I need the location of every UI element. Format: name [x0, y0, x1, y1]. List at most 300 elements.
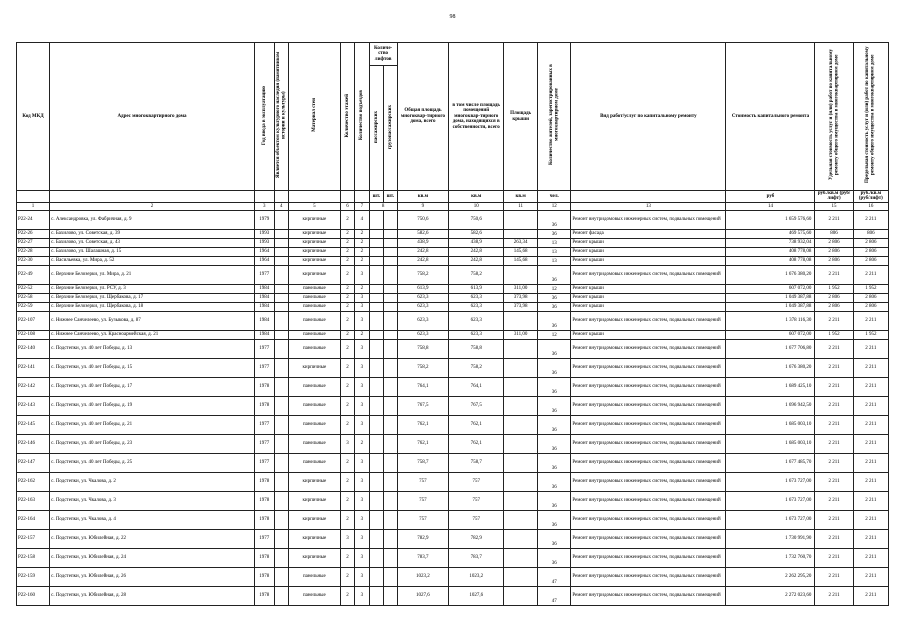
roof-area-cell: 373,98 — [504, 302, 538, 311]
total-area-cell: 242,8 — [397, 256, 449, 265]
year-cell: 1978 — [254, 396, 274, 415]
roof-area-cell — [504, 377, 538, 396]
wall-material-cell: панельные — [289, 453, 341, 472]
address-cell: с. Нижнее Санчелеево, ул. Бузыкова, д. 87 — [50, 311, 255, 330]
floors-cell: 2 — [340, 472, 354, 491]
entrances-cell: 3 — [355, 311, 369, 330]
unit-cell: чел. — [538, 191, 571, 203]
repair-cost-cell: 1 049 387,88 — [726, 302, 815, 311]
passenger-lifts-cell — [369, 434, 383, 453]
column-number: 5 — [289, 202, 341, 210]
total-area-cell: 623,3 — [397, 302, 449, 311]
total-area-cell: 750,6 — [397, 210, 449, 229]
roof-area-cell — [504, 358, 538, 377]
repair-cost-cell: 1 677 485,70 — [726, 453, 815, 472]
header-lifts: Количе-ство лифтов — [369, 43, 397, 66]
floors-cell: 2 — [340, 453, 354, 472]
passenger-lifts-cell — [369, 415, 383, 434]
owned-area-cell: 762,1 — [449, 415, 504, 434]
entrances-cell: 4 — [355, 210, 369, 229]
heritage-cell — [274, 247, 288, 256]
year-cell: 1984 — [254, 284, 274, 293]
header-repair-cost: Стоимость капитального ремонта — [726, 43, 815, 191]
wall-material-cell: панельные — [289, 396, 341, 415]
freight-lifts-cell — [384, 472, 397, 491]
floors-cell: 2 — [340, 330, 354, 339]
column-number: 2 — [50, 202, 255, 210]
entrances-cell: 3 — [355, 293, 369, 302]
freight-lifts-cell — [384, 567, 397, 586]
unit-cost-cell: 2 806 — [815, 256, 853, 265]
address-cell: с. Бахилово, ул. Советская, д. 39 — [50, 229, 255, 238]
roof-area-cell — [504, 396, 538, 415]
owned-area-cell: 1023,2 — [449, 567, 504, 586]
unit-cell: кв.м — [504, 191, 538, 203]
total-area-cell: 758,2 — [397, 265, 449, 284]
wall-material-cell: кирпичные — [289, 358, 341, 377]
unit-cost-cell: 2 806 — [815, 302, 853, 311]
heritage-cell — [274, 529, 288, 548]
freight-lifts-cell — [384, 330, 397, 339]
repair-cost-cell: 1 676 380,20 — [726, 358, 815, 377]
floors-cell: 2 — [340, 238, 354, 247]
owned-area-cell: 767,5 — [449, 396, 504, 415]
address-cell: с. Подстепки, ул. Чкалова, д. 2 — [50, 472, 255, 491]
unit-cost-cell: 1 952 — [815, 284, 853, 293]
wall-material-cell: панельные — [289, 586, 341, 605]
freight-lifts-cell — [384, 256, 397, 265]
passenger-lifts-cell — [369, 210, 383, 229]
mkd-code-cell: Р22-162 — [17, 472, 50, 491]
limit-cost-cell: 2 211 — [853, 586, 888, 605]
freight-lifts-cell — [384, 491, 397, 510]
mkd-code-cell: Р22-30 — [17, 256, 50, 265]
table-row — [17, 302, 889, 311]
residents-cell: 36 — [538, 229, 571, 238]
work-type-cell: Ремонт внутридомовых инженерных систем, подвальных помещений — [571, 358, 726, 377]
repair-cost-cell: 1 673 727,00 — [726, 472, 815, 491]
roof-area-cell — [504, 415, 538, 434]
unit-cost-cell: 2 211 — [815, 453, 853, 472]
year-cell: 1977 — [254, 339, 274, 358]
work-type-cell: Ремонт внутридомовых инженерных систем, подвальных помещений — [571, 396, 726, 415]
heritage-cell — [274, 396, 288, 415]
table-row — [17, 311, 889, 330]
year-cell: 1978 — [254, 491, 274, 510]
header-passenger-lifts: пассажирских — [373, 110, 379, 143]
address-cell: с. Александровка, ул. Фабричная, д. 9 — [50, 210, 255, 229]
limit-cost-cell: 2 211 — [853, 491, 888, 510]
repair-cost-cell: 1 676 380,20 — [726, 265, 815, 284]
unit-cost-cell: 2 211 — [815, 567, 853, 586]
header-heritage: Является объектом культурного наследия (памятником истории и культуры) — [275, 52, 287, 179]
roof-area-cell — [504, 510, 538, 529]
address-cell: с. Подстепки, ул. 40 лет Победы, д. 17 — [50, 377, 255, 396]
table-row — [17, 238, 889, 247]
unit-cost-cell: 1 952 — [815, 330, 853, 339]
work-type-cell: Ремонт внутридомовых инженерных систем, подвальных помещений — [571, 529, 726, 548]
entrances-cell: 2 — [355, 434, 369, 453]
total-area-cell: 783,7 — [397, 548, 449, 567]
unit-cost-cell: 2 211 — [815, 311, 853, 330]
wall-material-cell: кирпичные — [289, 210, 341, 229]
unit-cost-cell: 2 211 — [815, 358, 853, 377]
repair-cost-cell: 1 049 387,88 — [726, 293, 815, 302]
entrances-cell: 3 — [355, 586, 369, 605]
residents-cell: 36 — [538, 434, 571, 453]
header-floors: Количество этажей — [344, 93, 350, 138]
limit-cost-cell: 2 211 — [853, 567, 888, 586]
limit-cost-cell: 2 806 — [853, 293, 888, 302]
work-type-cell: Ремонт внутридомовых инженерных систем, подвальных помещений — [571, 548, 726, 567]
year-cell: 1984 — [254, 293, 274, 302]
total-area-cell: 758,2 — [397, 358, 449, 377]
year-cell: 1993 — [254, 229, 274, 238]
column-number: 15 — [815, 202, 853, 210]
unit-cost-cell: 2 211 — [815, 529, 853, 548]
owned-area-cell: 758,7 — [449, 453, 504, 472]
wall-material-cell: кирпичные — [289, 548, 341, 567]
unit-cost-cell: 2 211 — [815, 415, 853, 434]
entrances-cell: 3 — [355, 453, 369, 472]
heritage-cell — [274, 339, 288, 358]
work-type-cell: Ремонт фасада — [571, 229, 726, 238]
owned-area-cell: 438,9 — [449, 238, 504, 247]
repair-cost-cell: 1 689 425,10 — [726, 377, 815, 396]
roof-area-cell — [504, 265, 538, 284]
owned-area-cell: 783,7 — [449, 548, 504, 567]
unit-cell — [17, 191, 50, 203]
entrances-cell: 2 — [355, 284, 369, 293]
mkd-code-cell: Р22-143 — [17, 396, 50, 415]
table-row — [17, 377, 889, 396]
table-row — [17, 434, 889, 453]
work-type-cell: Ремонт внутридомовых инженерных систем, подвальных помещений — [571, 453, 726, 472]
table-row — [17, 586, 889, 605]
mkd-code-cell: Р22-59 — [17, 302, 50, 311]
roof-area-cell: 311,00 — [504, 284, 538, 293]
unit-cost-cell: 2 211 — [815, 339, 853, 358]
entrances-cell: 2 — [355, 256, 369, 265]
repair-cost-cell: 1 673 727,00 — [726, 491, 815, 510]
unit-cell: кв.м — [449, 191, 504, 203]
freight-lifts-cell — [384, 358, 397, 377]
header-residents: Количество жителей, зарегистрированных в многоквартирном доме — [548, 64, 560, 166]
unit-cell — [254, 191, 274, 203]
limit-cost-cell: 2 211 — [853, 377, 888, 396]
wall-material-cell: панельные — [289, 293, 341, 302]
total-area-cell: 438,9 — [397, 238, 449, 247]
floors-cell: 2 — [340, 586, 354, 605]
address-cell: с. Подстепки, ул. 40 лет Победы, д. 15 — [50, 358, 255, 377]
work-type-cell: Ремонт внутридомовых инженерных систем, подвальных помещений — [571, 586, 726, 605]
total-area-cell: 764,1 — [397, 377, 449, 396]
roof-area-cell: 145,68 — [504, 256, 538, 265]
repair-cost-cell: 469 575,60 — [726, 229, 815, 238]
table-row — [17, 210, 889, 229]
owned-area-cell: 623,3 — [449, 311, 504, 330]
wall-material-cell: панельные — [289, 434, 341, 453]
table-row — [17, 415, 889, 434]
limit-cost-cell: 2 211 — [853, 529, 888, 548]
residents-cell: 12 — [538, 284, 571, 293]
work-type-cell: Ремонт внутридомовых инженерных систем, подвальных помещений — [571, 510, 726, 529]
work-type-cell: Ремонт внутридомовых инженерных систем, подвальных помещений — [571, 491, 726, 510]
repair-cost-cell: 1 685 003,10 — [726, 434, 815, 453]
floors-cell: 2 — [340, 311, 354, 330]
roof-area-cell: 263,34 — [504, 238, 538, 247]
residents-cell: 36 — [538, 265, 571, 284]
table-row — [17, 293, 889, 302]
table-row — [17, 256, 889, 265]
freight-lifts-cell — [384, 247, 397, 256]
work-type-cell: Ремонт внутридомовых инженерных систем, подвальных помещений — [571, 339, 726, 358]
limit-cost-cell: 806 — [853, 229, 888, 238]
residents-cell: 36 — [538, 453, 571, 472]
passenger-lifts-cell — [369, 396, 383, 415]
passenger-lifts-cell — [369, 472, 383, 491]
table-row — [17, 247, 889, 256]
owned-area-cell: 582,6 — [449, 229, 504, 238]
entrances-cell: 2 — [355, 229, 369, 238]
limit-cost-cell: 2 211 — [853, 434, 888, 453]
total-area-cell: 757 — [397, 491, 449, 510]
year-cell: 1978 — [254, 472, 274, 491]
owned-area-cell: 762,1 — [449, 434, 504, 453]
mkd-code-cell: Р22-52 — [17, 284, 50, 293]
owned-area-cell: 757 — [449, 510, 504, 529]
mkd-code-cell: Р22-108 — [17, 330, 50, 339]
owned-area-cell: 750,6 — [449, 210, 504, 229]
mkd-code-cell: Р22-163 — [17, 491, 50, 510]
year-cell: 1978 — [254, 567, 274, 586]
repair-cost-cell: 408 778,08 — [726, 247, 815, 256]
unit-cell — [571, 191, 726, 203]
column-number: 6 — [340, 202, 354, 210]
unit-cell — [274, 191, 288, 203]
repair-cost-cell: 738 932,04 — [726, 238, 815, 247]
heritage-cell — [274, 238, 288, 247]
entrances-cell: 3 — [355, 491, 369, 510]
year-cell: 1979 — [254, 210, 274, 229]
wall-material-cell: панельные — [289, 377, 341, 396]
unit-cost-cell: 2 211 — [815, 377, 853, 396]
table-row — [17, 358, 889, 377]
table-row — [17, 453, 889, 472]
freight-lifts-cell — [384, 396, 397, 415]
floors-cell: 2 — [340, 396, 354, 415]
total-area-cell: 762,1 — [397, 415, 449, 434]
heritage-cell — [274, 293, 288, 302]
floors-cell: 2 — [340, 265, 354, 284]
table-row — [17, 339, 889, 358]
limit-cost-cell: 2 806 — [853, 238, 888, 247]
wall-material-cell: панельные — [289, 415, 341, 434]
work-type-cell: Ремонт крыши — [571, 284, 726, 293]
total-area-cell: 757 — [397, 510, 449, 529]
repair-cost-cell: 1 673 727,00 — [726, 510, 815, 529]
owned-area-cell: 782,9 — [449, 529, 504, 548]
work-type-cell: Ремонт внутридомовых инженерных систем, подвальных помещений — [571, 311, 726, 330]
year-cell: 1978 — [254, 510, 274, 529]
unit-cost-cell: 2 211 — [815, 265, 853, 284]
floors-cell: 2 — [340, 491, 354, 510]
owned-area-cell: 242,8 — [449, 247, 504, 256]
owned-area-cell: 764,1 — [449, 377, 504, 396]
repair-cost-cell: 2 272 023,60 — [726, 586, 815, 605]
year-cell: 1984 — [254, 330, 274, 339]
address-cell: с. Подстепки, ул. 40 лет Победы, д. 13 — [50, 339, 255, 358]
unit-cost-cell: 2 211 — [815, 491, 853, 510]
header-wall-material: Материал стен — [311, 98, 317, 133]
roof-area-cell — [504, 453, 538, 472]
address-cell: с. Подстепки, ул. Юбилейная, д. 26 — [50, 567, 255, 586]
owned-area-cell: 242,8 — [449, 256, 504, 265]
table-row — [17, 529, 889, 548]
unit-cost-cell: 2 211 — [815, 510, 853, 529]
residents-cell: 47 — [538, 586, 571, 605]
total-area-cell: 762,1 — [397, 434, 449, 453]
address-cell: с. Подстепки, ул. Чкалова, д. 4 — [50, 510, 255, 529]
limit-cost-cell: 2 806 — [853, 256, 888, 265]
limit-cost-cell: 2 211 — [853, 210, 888, 229]
wall-material-cell: кирпичные — [289, 510, 341, 529]
header-year: Год ввода в эксплуатацию — [261, 85, 267, 145]
column-numbers-row — [17, 202, 889, 210]
unit-cost-cell: 2 806 — [815, 247, 853, 256]
work-type-cell: Ремонт внутридомовых инженерных систем, подвальных помещений — [571, 567, 726, 586]
residents-cell: 13 — [538, 247, 571, 256]
heritage-cell — [274, 229, 288, 238]
work-type-cell: Ремонт крыши — [571, 256, 726, 265]
roof-area-cell — [504, 586, 538, 605]
year-cell: 1978 — [254, 548, 274, 567]
unit-cell: шт. — [369, 191, 383, 203]
repair-cost-cell: 1 677 706,80 — [726, 339, 815, 358]
total-area-cell: 242,8 — [397, 247, 449, 256]
residents-cell: 36 — [538, 358, 571, 377]
work-type-cell: Ремонт внутридомовых инженерных систем, подвальных помещений — [571, 472, 726, 491]
wall-material-cell: кирпичные — [289, 491, 341, 510]
unit-cell: кв.м — [397, 191, 449, 203]
wall-material-cell: кирпичные — [289, 472, 341, 491]
address-cell: с. Верхние Белозерки, ул. Щербакова, д. 17 — [50, 293, 255, 302]
year-cell: 1977 — [254, 265, 274, 284]
address-cell: с. Верхние Белозерки, ул. Щербакова, д. 18 — [50, 302, 255, 311]
roof-area-cell — [504, 434, 538, 453]
owned-area-cell: 757 — [449, 491, 504, 510]
table-row — [17, 472, 889, 491]
residents-cell: 36 — [538, 472, 571, 491]
roof-area-cell — [504, 548, 538, 567]
roof-area-cell — [504, 229, 538, 238]
unit-cost-cell: 2 211 — [815, 586, 853, 605]
work-type-cell: Ремонт крыши — [571, 302, 726, 311]
entrances-cell: 2 — [355, 330, 369, 339]
entrances-cell: 2 — [355, 238, 369, 247]
floors-cell: 2 — [340, 284, 354, 293]
wall-material-cell: панельные — [289, 284, 341, 293]
wall-material-cell: панельные — [289, 330, 341, 339]
unit-cell — [289, 191, 341, 203]
header-entrances: Количество подъездов — [359, 90, 365, 141]
heritage-cell — [274, 472, 288, 491]
table-row — [17, 265, 889, 284]
total-area-cell: 767,5 — [397, 396, 449, 415]
mkd-code-cell: Р22-107 — [17, 311, 50, 330]
floors-cell: 3 — [340, 529, 354, 548]
freight-lifts-cell — [384, 339, 397, 358]
residents-cell: 47 — [538, 567, 571, 586]
entrances-cell: 3 — [355, 529, 369, 548]
year-cell: 1984 — [254, 311, 274, 330]
passenger-lifts-cell — [369, 302, 383, 311]
limit-cost-cell: 2 806 — [853, 247, 888, 256]
passenger-lifts-cell — [369, 377, 383, 396]
mkd-code-cell: Р22-145 — [17, 415, 50, 434]
repair-cost-cell: 408 778,08 — [726, 256, 815, 265]
entrances-cell: 3 — [355, 548, 369, 567]
mkd-code-cell: Р22-146 — [17, 434, 50, 453]
floors-cell: 2 — [340, 339, 354, 358]
capital-repair-table — [16, 42, 889, 606]
wall-material-cell: кирпичные — [289, 229, 341, 238]
floors-cell: 3 — [340, 434, 354, 453]
header-limit-cost: Предельная стоимость услуг и (или) работ по капитальному ремонту общего имущества в многоквартирном доме — [865, 46, 876, 184]
limit-cost-cell: 2 211 — [853, 453, 888, 472]
limit-cost-cell: 2 211 — [853, 472, 888, 491]
passenger-lifts-cell — [369, 529, 383, 548]
table-row — [17, 396, 889, 415]
header-row — [17, 43, 889, 66]
header-code: Код МКД — [17, 43, 50, 191]
limit-cost-cell: 1 952 — [853, 330, 888, 339]
mkd-code-cell: Р22-24 — [17, 210, 50, 229]
work-type-cell: Ремонт внутридомовых инженерных систем, подвальных помещений — [571, 415, 726, 434]
mkd-code-cell: Р22-140 — [17, 339, 50, 358]
unit-cost-cell: 2 211 — [815, 210, 853, 229]
residents-cell: 36 — [538, 339, 571, 358]
address-cell: с. Бахилово, ул. Шалашная, д. 15 — [50, 247, 255, 256]
floors-cell: 2 — [340, 256, 354, 265]
mkd-code-cell: Р22-58 — [17, 293, 50, 302]
mkd-code-cell: Р22-160 — [17, 586, 50, 605]
limit-cost-cell: 2 211 — [853, 415, 888, 434]
owned-area-cell: 757 — [449, 472, 504, 491]
residents-cell: 36 — [538, 396, 571, 415]
freight-lifts-cell — [384, 210, 397, 229]
limit-cost-cell: 1 952 — [853, 284, 888, 293]
residents-cell: 36 — [538, 210, 571, 229]
unit-cell — [355, 191, 369, 203]
residents-cell: 36 — [538, 415, 571, 434]
repair-cost-cell: 1 378 116,30 — [726, 311, 815, 330]
freight-lifts-cell — [384, 265, 397, 284]
owned-area-cell: 758,2 — [449, 358, 504, 377]
entrances-cell: 3 — [355, 265, 369, 284]
passenger-lifts-cell — [369, 256, 383, 265]
unit-cell: руб./кв.м (руб/лифт) — [815, 191, 853, 203]
passenger-lifts-cell — [369, 567, 383, 586]
heritage-cell — [274, 567, 288, 586]
heritage-cell — [274, 377, 288, 396]
unit-cost-cell: 2 211 — [815, 434, 853, 453]
freight-lifts-cell — [384, 434, 397, 453]
column-number: 16 — [853, 202, 888, 210]
heritage-cell — [274, 284, 288, 293]
residents-cell: 36 — [538, 510, 571, 529]
address-cell: с. Бахилово, ул. Советская, д. 43 — [50, 238, 255, 247]
